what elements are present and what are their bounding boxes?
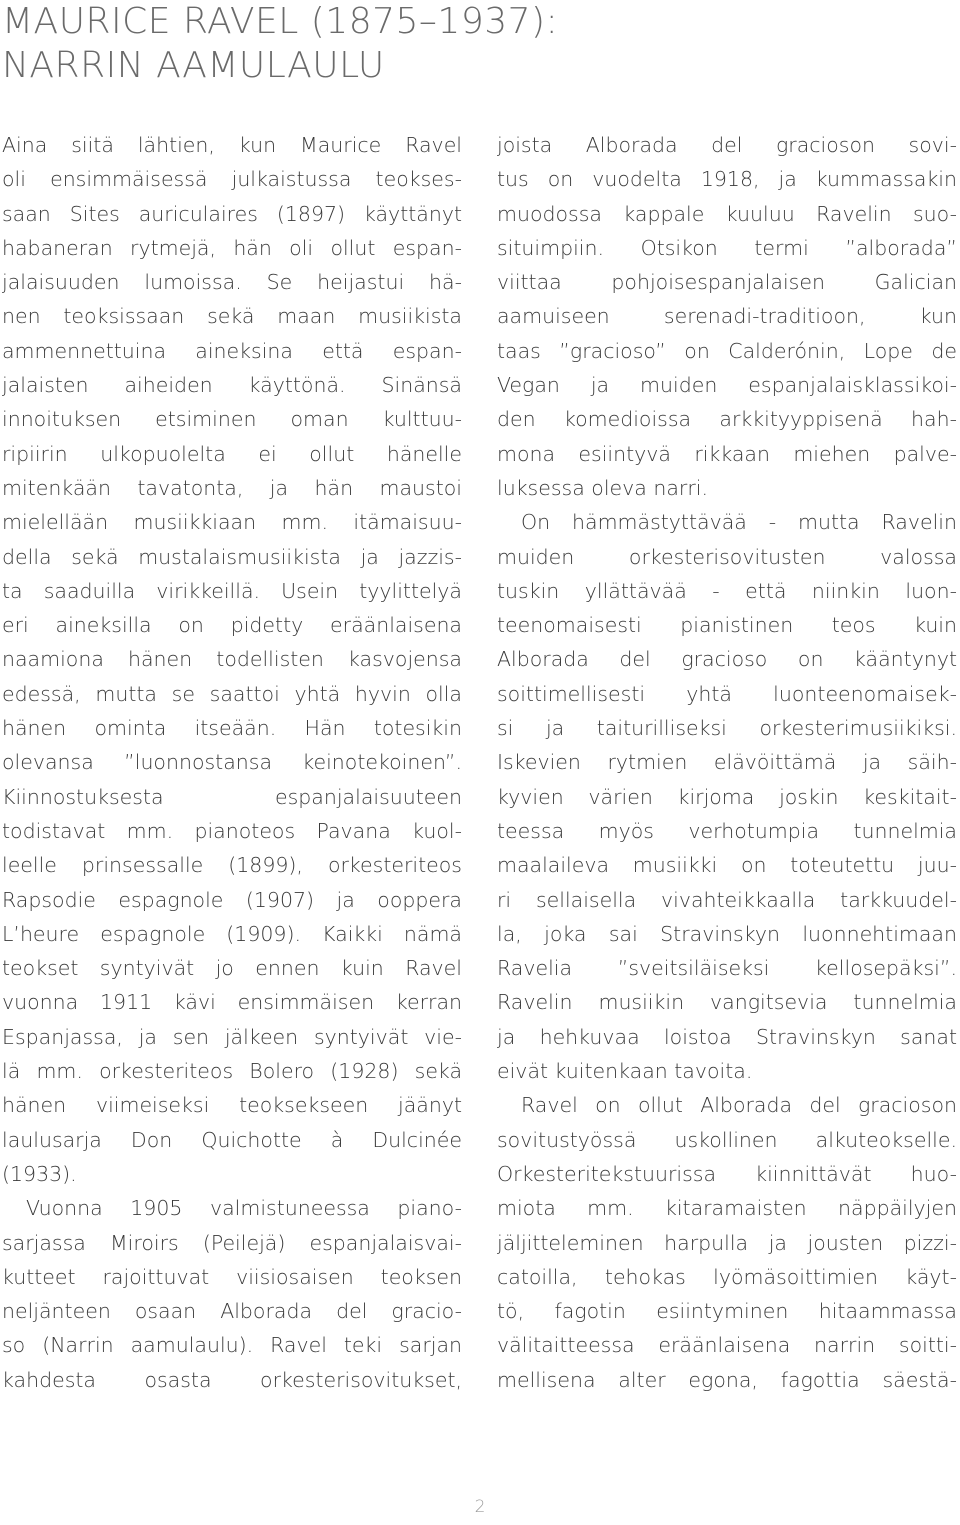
text-line: catoilla, tehokas lyömäsoittimien käyt- — [497, 1264, 957, 1289]
right-column — [497, 128, 957, 1397]
paragraph — [2, 128, 462, 1191]
text-line: viittaa pohjoisespanjalaisen Galician — [497, 270, 957, 295]
text-line: Ravel on ollut Alborada del gracioson — [521, 1093, 957, 1118]
text-line: välitaitteessa eräänlaisena narrin soitti- — [497, 1333, 957, 1358]
text-line: Rapsodie espagnole (1907) ja ooppera — [2, 887, 462, 912]
text-line: Iskevien rytmien elävöittämä ja säih- — [497, 750, 957, 775]
text-line: teokset syntyivät jo ennen kuin Ravel — [2, 956, 462, 981]
text-line: Vegan ja muiden espanjalaisklassikoi- — [497, 373, 957, 398]
text-line: laulusarja Don Quichotte à Dulcinée — [2, 1127, 462, 1152]
text-line: leelle prinsessalle (1899), orkesteriteos — [2, 853, 462, 878]
text-line: Kiinnostuksesta espanjalaisuuteen — [2, 784, 462, 809]
text-line: sarjassa Miroirs (Peilejä) espanjalaisvai- — [2, 1230, 462, 1255]
text-line: nen teoksissaan sekä maan musiikista — [2, 304, 462, 329]
text-line: so (Narrin aamulaulu). Ravel teki sarjan — [2, 1333, 462, 1358]
text-line: olevansa ”luonnostansa keinotekoinen”. — [2, 750, 462, 775]
text-line: joista Alborada del gracioson sovi- — [497, 133, 957, 157]
text-line: la, joka sai Stravinskyn luonnehtimaan — [497, 921, 957, 946]
text-line: vuonna 1911 kävi ensimmäisen kerran — [2, 990, 462, 1015]
text-line: On hämmästyttävää - mutta Ravelin — [521, 510, 957, 535]
text-line: miota mm. kitaramaisten näppäilyjen — [497, 1196, 957, 1221]
text-line: maalaileva musiikki on toteutettu juu- — [497, 853, 957, 878]
text-line: Alborada del gracioso on kääntynyt — [497, 647, 957, 672]
text-line: jalaisten aiheiden käyttönä. Sinänsä — [2, 373, 462, 398]
text-line: Aina siitä lähtien, kun Maurice Ravel — [2, 133, 462, 157]
text-line: situimpiin. Otsikon termi ”alborada” — [497, 235, 957, 260]
text-line: edessä, mutta se saattoi yhtä hyvin olla — [2, 681, 462, 706]
text-line: habaneran rytmejä, hän oli ollut espan- — [2, 235, 462, 260]
text-line: kahdesta osasta orkesterisovitukset, — [2, 1367, 462, 1392]
text-line: si ja taiturilliseksi orkesterimusiikiksi. — [497, 716, 957, 741]
text-line: neljänteen osaan Alborada del gracio- — [2, 1299, 462, 1324]
text-line: tus on vuodelta 1918, ja kummassakin — [497, 167, 957, 192]
text-line: Ravelin musiikin vangitsevia tunnelmia — [497, 990, 957, 1015]
text-line: mona esiintyvä rikkaan miehen palve- — [497, 441, 957, 466]
text-line: hänen viimeiseksi teoksekseen jäänyt — [2, 1093, 462, 1118]
text-line: oli ensimmäisessä julkaistussa teokses- — [2, 167, 462, 192]
text-line: L’heure espagnole (1909). Kaikki nämä — [2, 921, 462, 946]
text-line: Orkesteritekstuurissa kiinnittävät huo- — [497, 1161, 957, 1186]
text-line: ta saaduilla virikkeillä. Usein tyylittelyä — [2, 578, 462, 603]
text-line: della sekä mustalaismusiikista ja jazzis- — [2, 544, 462, 569]
paragraph — [2, 1191, 462, 1397]
text-line: kyvien värien kirjoma joskin keskitait- — [497, 784, 957, 809]
text-line: ri sellaisella vivahteikkaalla tarkkuudel- — [497, 887, 957, 912]
text-line: hänen ominta itseään. Hän totesikin — [2, 716, 462, 741]
text-line: soittimellisesti yhtä luonteenomaisek- — [497, 681, 957, 706]
page-number: 2 — [474, 1497, 486, 1517]
text-line: Espanjassa, ja sen jälkeen syntyivät vie- — [2, 1024, 462, 1049]
text-line: lä mm. orkesteriteos Bolero (1928) sekä — [2, 1059, 462, 1084]
paragraph — [497, 505, 957, 1088]
text-line: Vuonna 1905 valmistuneessa piano- — [26, 1196, 462, 1221]
text-line: muiden orkesterisovitusten valossa — [497, 544, 957, 569]
text-line: jalaisuuden lumoissa. Se heijastui hä- — [2, 270, 462, 295]
text-line: teenomaisesti pianistinen teos kuin — [497, 613, 957, 638]
title-line-1: MAURICE RAVEL (1875–1937): — [2, 1, 559, 42]
text-line: den komedioissa arkkityyppisenä hah- — [497, 407, 957, 432]
text-line: kutteet rajoittuvat viisiosaisen teoksen — [2, 1264, 462, 1289]
text-line: mielellään musiikkiaan mm. itämaisuu- — [2, 510, 462, 535]
text-line: muodossa kappale kuuluu Ravelin suo- — [497, 201, 957, 226]
paragraph — [497, 1088, 957, 1397]
title-line-2: NARRIN AAMULAULU — [2, 45, 385, 86]
text-line: luksessa oleva narri. — [497, 475, 708, 500]
text-line: aamuiseen serenadi-traditioon, kun — [497, 304, 957, 329]
text-line: todistavat mm. pianoteos Pavana kuol- — [2, 818, 462, 843]
paragraph — [497, 128, 957, 505]
page-title — [2, 0, 942, 88]
text-line: eivät kuitenkaan tavoita. — [497, 1059, 753, 1084]
text-line: naamiona hänen todellisten kasvojensa — [2, 647, 462, 672]
text-line: tö, fagotin esiintyminen hitaammassa — [497, 1299, 957, 1324]
text-line: saan Sites auriculaires (1897) käyttänyt — [2, 201, 462, 226]
text-line: ripiirin ulkopuolelta ei ollut hänelle — [2, 441, 462, 466]
text-line: (1933). — [2, 1161, 77, 1186]
text-line: taas ”gracioso” on Calderónin, Lope de — [497, 338, 957, 363]
text-line: tuskin yllättävää - että niinkin luon- — [497, 578, 957, 603]
text-line: innoituksen etsiminen oman kulttuu- — [2, 407, 462, 432]
text-line: teessa myös verhotumpia tunnelmia — [497, 818, 957, 843]
text-line: ammennettuina aineksina että espan- — [2, 338, 462, 363]
left-column — [2, 128, 462, 1397]
text-line: sovitustyössä uskollinen alkuteokselle. — [497, 1127, 957, 1152]
text-line: Ravelia ”sveitsiläiseksi kellosepäksi”. — [497, 956, 957, 981]
text-line: ja hehkuvaa loistoa Stravinskyn sanat — [497, 1024, 957, 1049]
text-line: mitenkään tavatonta, ja hän maustoi — [2, 475, 462, 500]
text-line: jäljitteleminen harpulla ja jousten pizzi- — [497, 1230, 957, 1255]
text-line: eri aineksilla on pidetty eräänlaisena — [2, 613, 462, 638]
text-line: mellisena alter egona, fagottia säestä- — [497, 1367, 957, 1392]
